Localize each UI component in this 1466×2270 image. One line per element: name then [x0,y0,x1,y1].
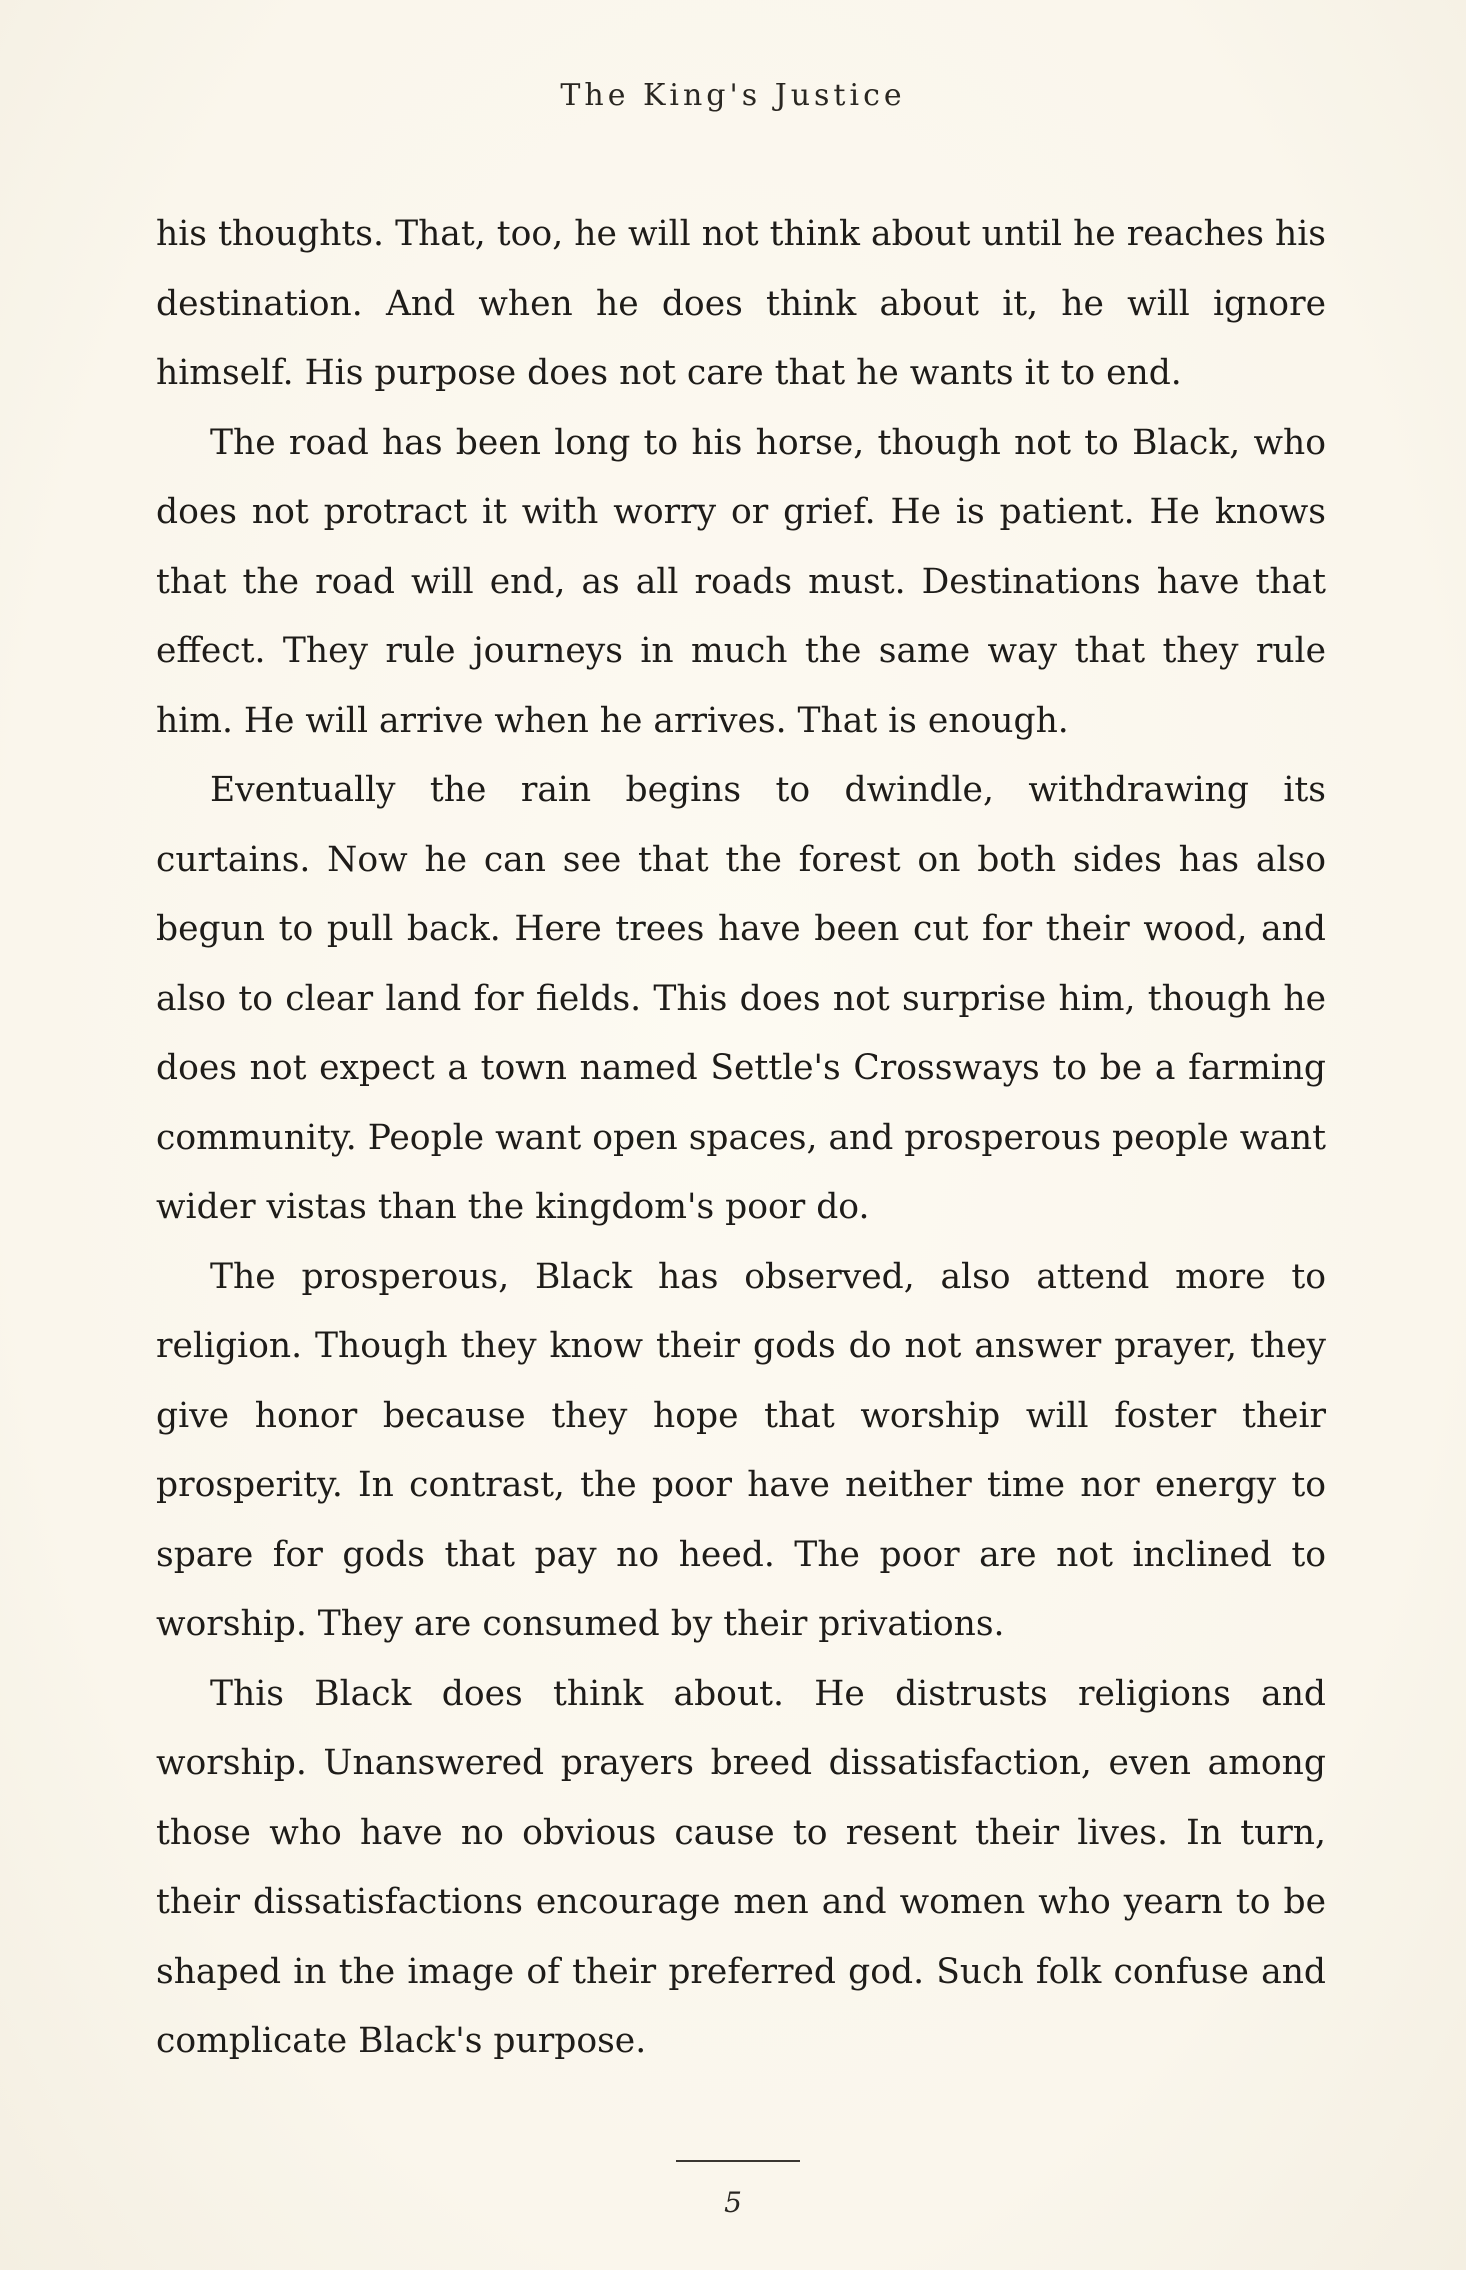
paragraph-1: his thoughts. That, too, he will not think about until he reaches his destination. And when he does think about it, he will ignore himself. His purpose does not care that he wants it to end. [156,214,1326,393]
running-head [0,78,1466,113]
footer-rule [676,2160,800,2162]
running-head-title: The King's Justice [560,78,906,113]
paragraph-2: The road has been long to his horse, though not to Black, who does not protract it with worry or grief. He is patient. He knows that the road will end, as all roads must. Destinations have that effect. They rule journeys in much the same way that they rule him. He will arrive when he arrives. That is enough. [156,422,1326,741]
body-text [156,200,1326,2077]
paragraph-3: Eventually the rain begins to dwindle, withdrawing its curtains. Now he can see that the forest on both sides has also begun to pull back. Here trees have been cut for their wood, and also to clear land for fields. This does not surprise him, though he does not expect a town named Settle's Crossways to be a farming community. People want open spaces, and prosperous people want wider vistas than the kingdom's poor do. [156,770,1326,1227]
page-number: 5 [724,2186,742,2219]
paragraph-5: This Black does think about. He distrusts religions and worship. Unanswered prayers breed dissatisfaction, even among those who have no obvious cause to resent their lives. In turn, their dissatisfactions encourage men and women who yearn to be shaped in the image of their preferred god. Such folk confuse and complicate Black's purpose. [156,1673,1326,2061]
paragraph-4: The prosperous, Black has observed, also attend more to religion. Though they know their gods do not answer prayer, they give honor because they hope that worship will foster their prosperity. In contrast, the poor have neither time nor energy to spare for gods that pay no heed. The poor are not inclined to worship. They are consumed by their privations. [156,1256,1326,1644]
